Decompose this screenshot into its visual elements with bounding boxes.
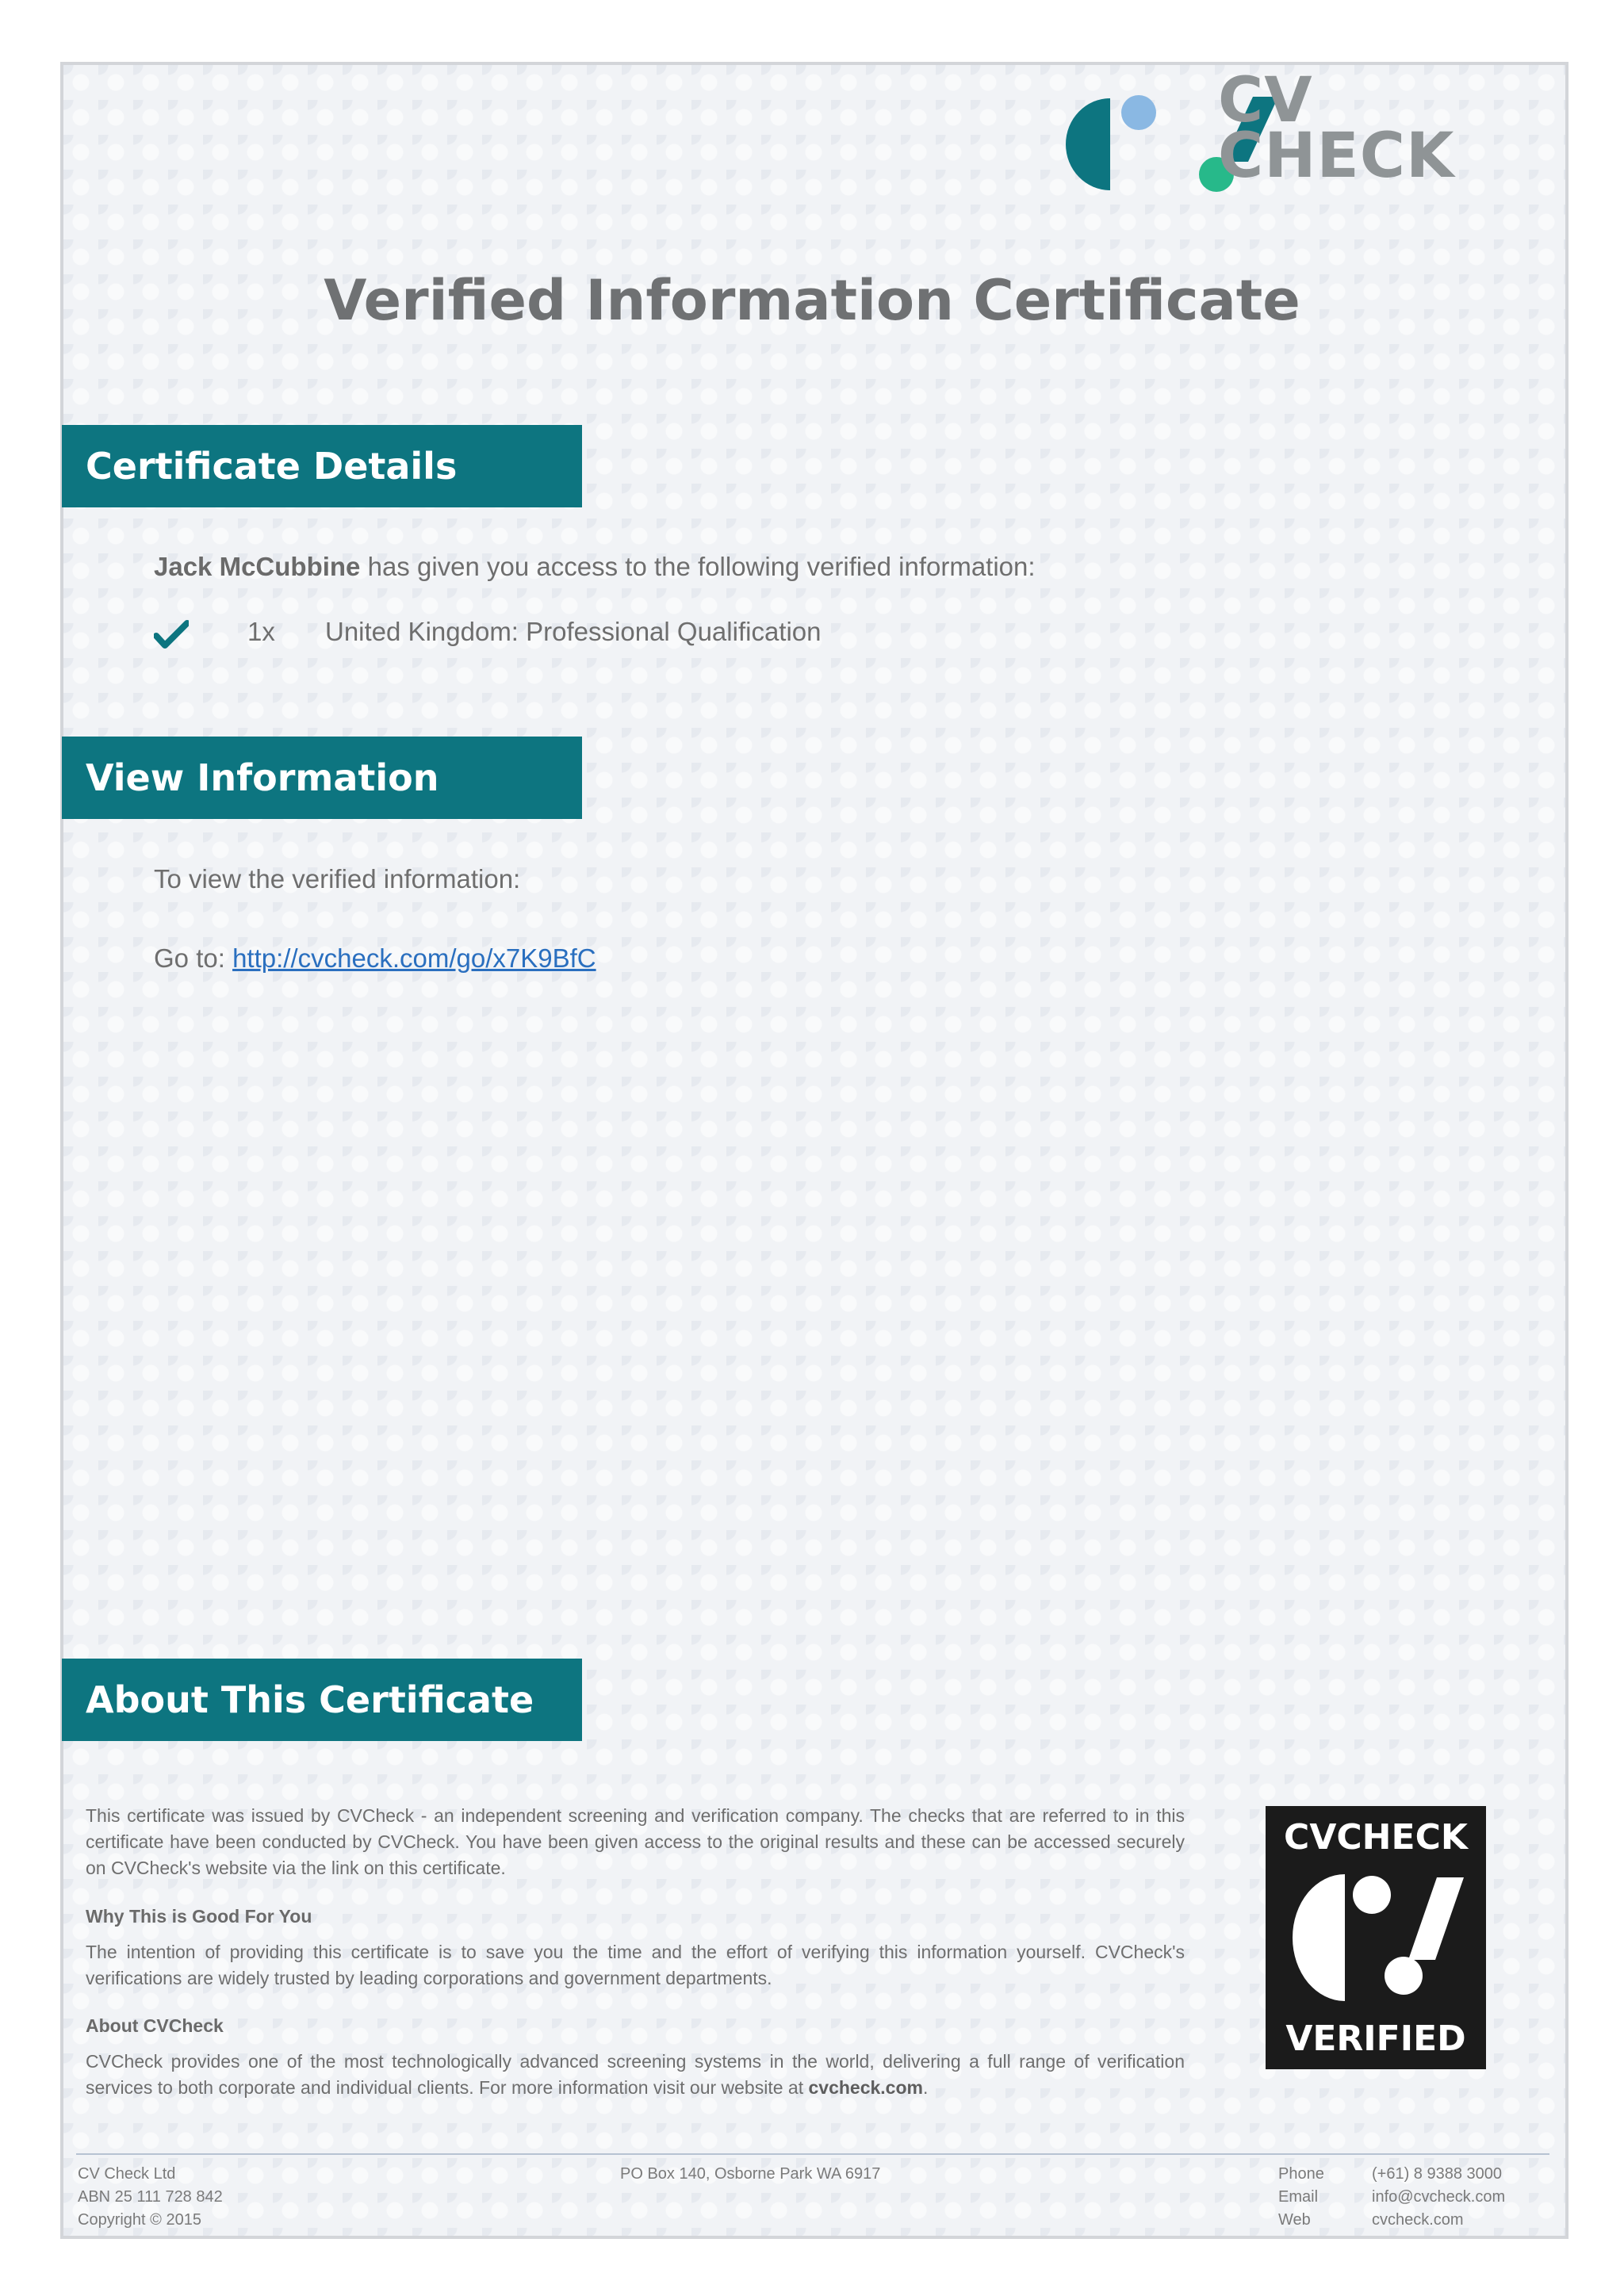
- logo-c-shape: [1066, 98, 1110, 190]
- item-quantity: 1x: [247, 617, 275, 646]
- access-text: has given you access to the following verified information:: [360, 552, 1036, 581]
- footer-copyright: Copyright © 2015: [78, 2211, 201, 2229]
- footer-phone: (+61) 8 9388 3000: [1372, 2165, 1503, 2183]
- section-about-certificate: About This Certificate: [62, 1659, 582, 1741]
- about-cvcheck-paragraph: CVCheck provides one of the most technologically advanced screening systems in the world, delivering a full range of verification services to both corporate and individual clients. For more information visit our website at cvcheck.com.: [86, 2051, 1185, 2098]
- logo-wordmark: CV CHECK: [1218, 65, 1455, 192]
- section-certificate-details: Certificate Details: [62, 425, 582, 507]
- badge-top-text: CVCHECK: [1284, 1817, 1468, 1858]
- footer-abn: ABN 25 111 728 842: [78, 2188, 223, 2206]
- access-statement: [154, 552, 1036, 582]
- logo-blue-dot: [1121, 95, 1156, 130]
- footer-divider: [76, 2153, 1549, 2155]
- badge-bottom-text: VERIFIED: [1285, 2019, 1466, 2059]
- check-icon: [154, 618, 189, 650]
- footer-address: PO Box 140, Osborne Park WA 6917: [620, 2165, 881, 2183]
- page-title: Verified Information Certificate: [324, 268, 1300, 333]
- view-instruction: To view the verified information:: [154, 864, 521, 894]
- item-label: United Kingdom: Professional Qualification: [325, 617, 822, 646]
- verification-link[interactable]: http://cvcheck.com/go/x7K9BfC: [232, 943, 596, 973]
- footer-contact-values: [1372, 2163, 1505, 2232]
- cvcheck-verified-badge: [1266, 1806, 1486, 2069]
- footer-web[interactable]: cvcheck.com: [1372, 2211, 1464, 2229]
- footer-contact-labels: Phone Email Web: [1278, 2165, 1324, 2229]
- website-bold: cvcheck.com: [808, 2077, 923, 2098]
- why-good-heading: Why This is Good For You: [86, 1906, 312, 1927]
- about-cvcheck-heading: About CVCheck: [86, 2015, 224, 2036]
- badge-logo-icon: [1285, 1866, 1467, 2009]
- go-to-line: [154, 943, 596, 974]
- footer-email[interactable]: info@cvcheck.com: [1372, 2188, 1506, 2206]
- go-label: Go to:: [154, 943, 233, 973]
- why-good-paragraph: The intention of providing this certificate is to save you the time and the effort of verifying this information yourself. CVCheck's verifications are widely trusted by leading corporations and government departments.: [86, 1942, 1185, 1988]
- footer-company-block: [78, 2163, 223, 2232]
- about-intro-paragraph: This certificate was issued by CVCheck - an independent screening and verification company. The checks that are referred to in this certificate have been conducted by CVCheck. You have been given access to the original results and these can be accessed securely on CVCheck's website via the link on this certificate.: [86, 1805, 1185, 1878]
- holder-name: Jack McCubbine: [154, 552, 361, 581]
- footer-company: CV Check Ltd: [78, 2165, 176, 2183]
- section-view-information: View Information: [62, 737, 582, 819]
